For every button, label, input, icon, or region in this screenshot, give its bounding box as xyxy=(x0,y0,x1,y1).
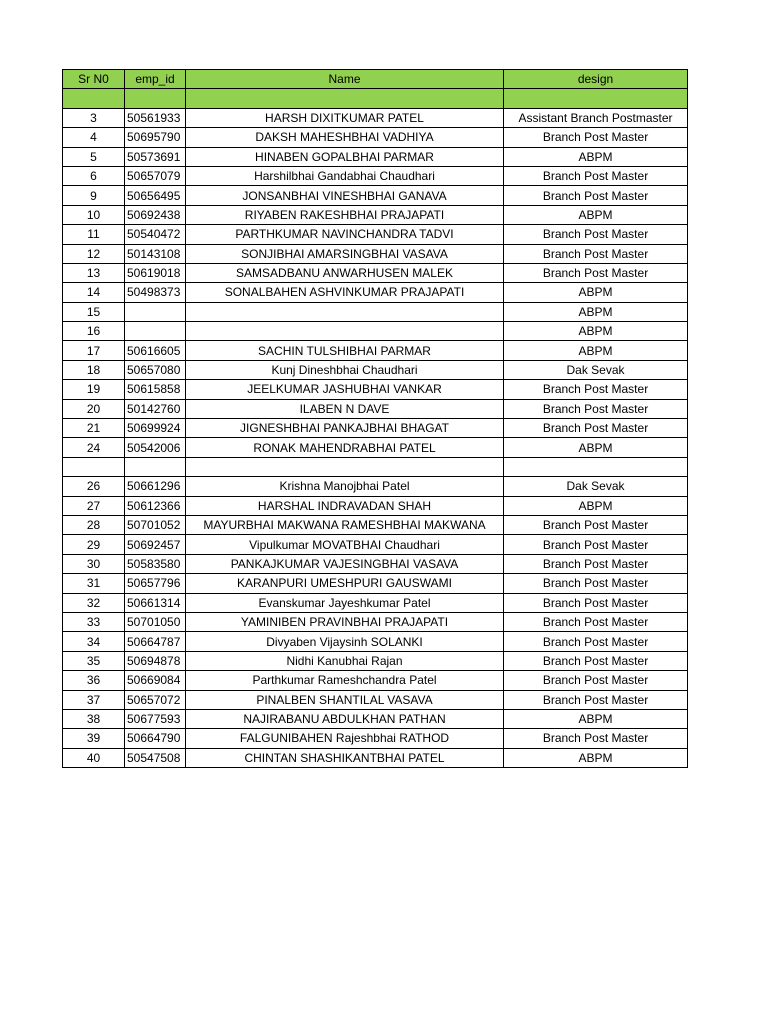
cell-emp-id[interactable]: 50657080 xyxy=(125,360,186,379)
cell-name[interactable]: Divyaben Vijaysinh SOLANKI xyxy=(186,632,504,651)
table-row xyxy=(63,186,688,205)
cell-design[interactable]: ABPM xyxy=(504,283,688,302)
cell-sr-no[interactable]: 13 xyxy=(63,263,125,282)
cell-emp-id[interactable]: 50656495 xyxy=(125,186,186,205)
table-row xyxy=(63,535,688,554)
cell-name[interactable]: DAKSH MAHESHBHAI VADHIYA xyxy=(186,128,504,147)
table-row xyxy=(63,225,688,244)
cell-sr-no[interactable]: 38 xyxy=(63,709,125,728)
table-row xyxy=(63,419,688,438)
table-row xyxy=(63,748,688,767)
table-row xyxy=(63,554,688,573)
cell-design[interactable]: Branch Post Master xyxy=(504,128,688,147)
cell-design[interactable]: Branch Post Master xyxy=(504,263,688,282)
cell-emp-id[interactable]: 50657796 xyxy=(125,574,186,593)
cell-emp-id[interactable]: 50612366 xyxy=(125,496,186,515)
cell-design[interactable]: Assistant Branch Postmaster xyxy=(504,108,688,127)
cell-emp-id[interactable] xyxy=(125,89,186,108)
cell-name[interactable]: NAJIRABANU ABDULKHAN PATHAN xyxy=(186,709,504,728)
table-row xyxy=(63,671,688,690)
cell-sr-no[interactable]: 30 xyxy=(63,554,125,573)
cell-name[interactable]: Parthkumar Rameshchandra Patel xyxy=(186,671,504,690)
cell-name[interactable]: RONAK MAHENDRABHAI PATEL xyxy=(186,438,504,457)
cell-emp-id[interactable]: 50677593 xyxy=(125,709,186,728)
table-blank-row xyxy=(63,457,688,476)
table-row xyxy=(63,729,688,748)
cell-name[interactable]: ILABEN N DAVE xyxy=(186,399,504,418)
cell-design[interactable]: Branch Post Master xyxy=(504,729,688,748)
cell-name[interactable]: PARTHKUMAR NAVINCHANDRA TADVI xyxy=(186,225,504,244)
table-row xyxy=(63,477,688,496)
cell-name[interactable]: HARSH DIXITKUMAR PATEL xyxy=(186,108,504,127)
cell-sr-no[interactable]: 12 xyxy=(63,244,125,263)
cell-sr-no[interactable]: 14 xyxy=(63,283,125,302)
cell-name[interactable]: SONJIBHAI AMARSINGBHAI VASAVA xyxy=(186,244,504,263)
table-row xyxy=(63,651,688,670)
cell-sr-no[interactable]: 29 xyxy=(63,535,125,554)
cell-sr-no[interactable]: 4 xyxy=(63,128,125,147)
cell-name[interactable] xyxy=(186,89,504,108)
cell-sr-no[interactable]: 15 xyxy=(63,302,125,321)
cell-design[interactable]: Branch Post Master xyxy=(504,612,688,631)
column-header-emp-id: emp_id xyxy=(125,70,186,89)
cell-emp-id[interactable]: 50540472 xyxy=(125,225,186,244)
cell-name[interactable]: JIGNESHBHAI PANKAJBHAI BHAGAT xyxy=(186,419,504,438)
cell-design[interactable]: Branch Post Master xyxy=(504,632,688,651)
cell-sr-no[interactable]: 39 xyxy=(63,729,125,748)
cell-sr-no[interactable]: 3 xyxy=(63,108,125,127)
cell-emp-id[interactable]: 50542006 xyxy=(125,438,186,457)
cell-emp-id[interactable]: 50692438 xyxy=(125,205,186,224)
cell-design[interactable] xyxy=(504,89,688,108)
cell-emp-id[interactable]: 50695790 xyxy=(125,128,186,147)
cell-emp-id[interactable]: 50547508 xyxy=(125,748,186,767)
table-row xyxy=(63,283,688,302)
cell-design[interactable]: Branch Post Master xyxy=(504,225,688,244)
cell-emp-id[interactable]: 50669084 xyxy=(125,671,186,690)
cell-design[interactable]: Branch Post Master xyxy=(504,244,688,263)
cell-emp-id[interactable]: 50692457 xyxy=(125,535,186,554)
table-row xyxy=(63,574,688,593)
cell-name[interactable] xyxy=(186,457,504,476)
table-row xyxy=(63,302,688,321)
cell-sr-no[interactable]: 20 xyxy=(63,399,125,418)
cell-name[interactable]: Vipulkumar MOVATBHAI Chaudhari xyxy=(186,535,504,554)
cell-emp-id[interactable]: 50657072 xyxy=(125,690,186,709)
cell-name[interactable]: HINABEN GOPALBHAI PARMAR xyxy=(186,147,504,166)
cell-name[interactable]: RIYABEN RAKESHBHAI PRAJAPATI xyxy=(186,205,504,224)
cell-design[interactable]: Branch Post Master xyxy=(504,535,688,554)
table-row xyxy=(63,399,688,418)
cell-name[interactable]: MAYURBHAI MAKWANA RAMESHBHAI MAKWANA xyxy=(186,515,504,534)
cell-sr-no[interactable]: 27 xyxy=(63,496,125,515)
table-band-row xyxy=(63,89,688,108)
cell-name[interactable] xyxy=(186,322,504,341)
cell-name[interactable]: JEELKUMAR JASHUBHAI VANKAR xyxy=(186,380,504,399)
table-row xyxy=(63,205,688,224)
table-row xyxy=(63,690,688,709)
cell-sr-no[interactable]: 16 xyxy=(63,322,125,341)
cell-sr-no[interactable]: 36 xyxy=(63,671,125,690)
cell-sr-no[interactable]: 24 xyxy=(63,438,125,457)
cell-sr-no[interactable]: 21 xyxy=(63,419,125,438)
employee-table xyxy=(62,69,688,768)
cell-emp-id[interactable]: 50561933 xyxy=(125,108,186,127)
cell-sr-no[interactable]: 32 xyxy=(63,593,125,612)
cell-name[interactable]: SONALBAHEN ASHVINKUMAR PRAJAPATI xyxy=(186,283,504,302)
cell-name[interactable]: PINALBEN SHANTILAL VASAVA xyxy=(186,690,504,709)
cell-name[interactable]: HARSHAL INDRAVADAN SHAH xyxy=(186,496,504,515)
cell-design[interactable]: Branch Post Master xyxy=(504,166,688,185)
cell-sr-no[interactable]: 31 xyxy=(63,574,125,593)
cell-sr-no[interactable]: 35 xyxy=(63,651,125,670)
cell-emp-id[interactable]: 50664787 xyxy=(125,632,186,651)
cell-design[interactable]: Branch Post Master xyxy=(504,515,688,534)
cell-emp-id[interactable]: 50143108 xyxy=(125,244,186,263)
cell-design[interactable]: Branch Post Master xyxy=(504,380,688,399)
cell-sr-no[interactable]: 40 xyxy=(63,748,125,767)
cell-sr-no[interactable] xyxy=(63,89,125,108)
cell-emp-id[interactable]: 50701050 xyxy=(125,612,186,631)
table-row xyxy=(63,632,688,651)
cell-design[interactable]: ABPM xyxy=(504,341,688,360)
table-row xyxy=(63,108,688,127)
cell-emp-id[interactable]: 50699924 xyxy=(125,419,186,438)
cell-name[interactable]: Kunj Dineshbhai Chaudhari xyxy=(186,360,504,379)
cell-emp-id[interactable] xyxy=(125,302,186,321)
cell-design[interactable]: ABPM xyxy=(504,496,688,515)
cell-design[interactable]: Branch Post Master xyxy=(504,419,688,438)
table-row xyxy=(63,166,688,185)
cell-sr-no[interactable] xyxy=(63,457,125,476)
cell-sr-no[interactable]: 19 xyxy=(63,380,125,399)
table-row xyxy=(63,496,688,515)
cell-emp-id[interactable]: 50619018 xyxy=(125,263,186,282)
cell-emp-id[interactable]: 50664790 xyxy=(125,729,186,748)
table-row xyxy=(63,322,688,341)
table-row xyxy=(63,244,688,263)
cell-sr-no[interactable]: 5 xyxy=(63,147,125,166)
column-header-design: design xyxy=(504,70,688,89)
cell-name[interactable]: FALGUNIBAHEN Rajeshbhai RATHOD xyxy=(186,729,504,748)
cell-sr-no[interactable]: 34 xyxy=(63,632,125,651)
table-row xyxy=(63,593,688,612)
column-header-sr-no: Sr N0 xyxy=(63,70,125,89)
cell-design[interactable]: ABPM xyxy=(504,147,688,166)
cell-name[interactable]: Nidhi Kanubhai Rajan xyxy=(186,651,504,670)
cell-design[interactable]: Dak Sevak xyxy=(504,360,688,379)
cell-name[interactable]: CHINTAN SHASHIKANTBHAI PATEL xyxy=(186,748,504,767)
cell-design[interactable]: ABPM xyxy=(504,205,688,224)
cell-design[interactable]: Branch Post Master xyxy=(504,593,688,612)
table-row xyxy=(63,128,688,147)
cell-emp-id[interactable]: 50661296 xyxy=(125,477,186,496)
cell-name[interactable]: KARANPURI UMESHPURI GAUSWAMI xyxy=(186,574,504,593)
cell-design[interactable]: Branch Post Master xyxy=(504,186,688,205)
cell-emp-id[interactable] xyxy=(125,322,186,341)
cell-sr-no[interactable]: 10 xyxy=(63,205,125,224)
cell-name[interactable]: SACHIN TULSHIBHAI PARMAR xyxy=(186,341,504,360)
cell-design[interactable]: ABPM xyxy=(504,322,688,341)
cell-sr-no[interactable]: 26 xyxy=(63,477,125,496)
cell-name[interactable]: Harshilbhai Gandabhai Chaudhari xyxy=(186,166,504,185)
cell-emp-id[interactable]: 50701052 xyxy=(125,515,186,534)
cell-sr-no[interactable]: 9 xyxy=(63,186,125,205)
cell-design[interactable]: Branch Post Master xyxy=(504,690,688,709)
cell-design[interactable]: Branch Post Master xyxy=(504,399,688,418)
cell-sr-no[interactable]: 33 xyxy=(63,612,125,631)
table-row xyxy=(63,709,688,728)
cell-design[interactable]: ABPM xyxy=(504,302,688,321)
table-row xyxy=(63,147,688,166)
table-row xyxy=(63,515,688,534)
table-row xyxy=(63,612,688,631)
cell-emp-id[interactable] xyxy=(125,457,186,476)
table-row xyxy=(63,438,688,457)
cell-sr-no[interactable]: 17 xyxy=(63,341,125,360)
cell-sr-no[interactable]: 18 xyxy=(63,360,125,379)
cell-name[interactable]: PANKAJKUMAR VAJESINGBHAI VASAVA xyxy=(186,554,504,573)
cell-name[interactable]: YAMINIBEN PRAVINBHAI PRAJAPATI xyxy=(186,612,504,631)
table-header-row xyxy=(63,70,688,89)
cell-design[interactable]: Branch Post Master xyxy=(504,554,688,573)
cell-emp-id[interactable]: 50573691 xyxy=(125,147,186,166)
cell-name[interactable] xyxy=(186,302,504,321)
table-row xyxy=(63,360,688,379)
cell-name[interactable]: JONSANBHAI VINESHBHAI GANAVA xyxy=(186,186,504,205)
cell-sr-no[interactable]: 28 xyxy=(63,515,125,534)
cell-emp-id[interactable]: 50616605 xyxy=(125,341,186,360)
cell-emp-id[interactable]: 50142760 xyxy=(125,399,186,418)
cell-name[interactable]: Krishna Manojbhai Patel xyxy=(186,477,504,496)
cell-emp-id[interactable]: 50657079 xyxy=(125,166,186,185)
cell-emp-id[interactable]: 50615858 xyxy=(125,380,186,399)
cell-sr-no[interactable]: 11 xyxy=(63,225,125,244)
column-header-name: Name xyxy=(186,70,504,89)
cell-emp-id[interactable]: 50694878 xyxy=(125,651,186,670)
table-row xyxy=(63,263,688,282)
table-row xyxy=(63,341,688,360)
cell-emp-id[interactable]: 50498373 xyxy=(125,283,186,302)
cell-design[interactable]: ABPM xyxy=(504,438,688,457)
cell-design[interactable]: Branch Post Master xyxy=(504,671,688,690)
cell-design[interactable]: ABPM xyxy=(504,709,688,728)
table-row xyxy=(63,380,688,399)
cell-design[interactable]: Branch Post Master xyxy=(504,651,688,670)
cell-sr-no[interactable]: 6 xyxy=(63,166,125,185)
cell-name[interactable]: Evanskumar Jayeshkumar Patel xyxy=(186,593,504,612)
cell-design[interactable]: Dak Sevak xyxy=(504,477,688,496)
cell-name[interactable]: SAMSADBANU ANWARHUSEN MALEK xyxy=(186,263,504,282)
cell-emp-id[interactable]: 50583580 xyxy=(125,554,186,573)
cell-design[interactable] xyxy=(504,457,688,476)
cell-design[interactable]: Branch Post Master xyxy=(504,574,688,593)
cell-sr-no[interactable]: 37 xyxy=(63,690,125,709)
cell-design[interactable]: ABPM xyxy=(504,748,688,767)
cell-emp-id[interactable]: 50661314 xyxy=(125,593,186,612)
